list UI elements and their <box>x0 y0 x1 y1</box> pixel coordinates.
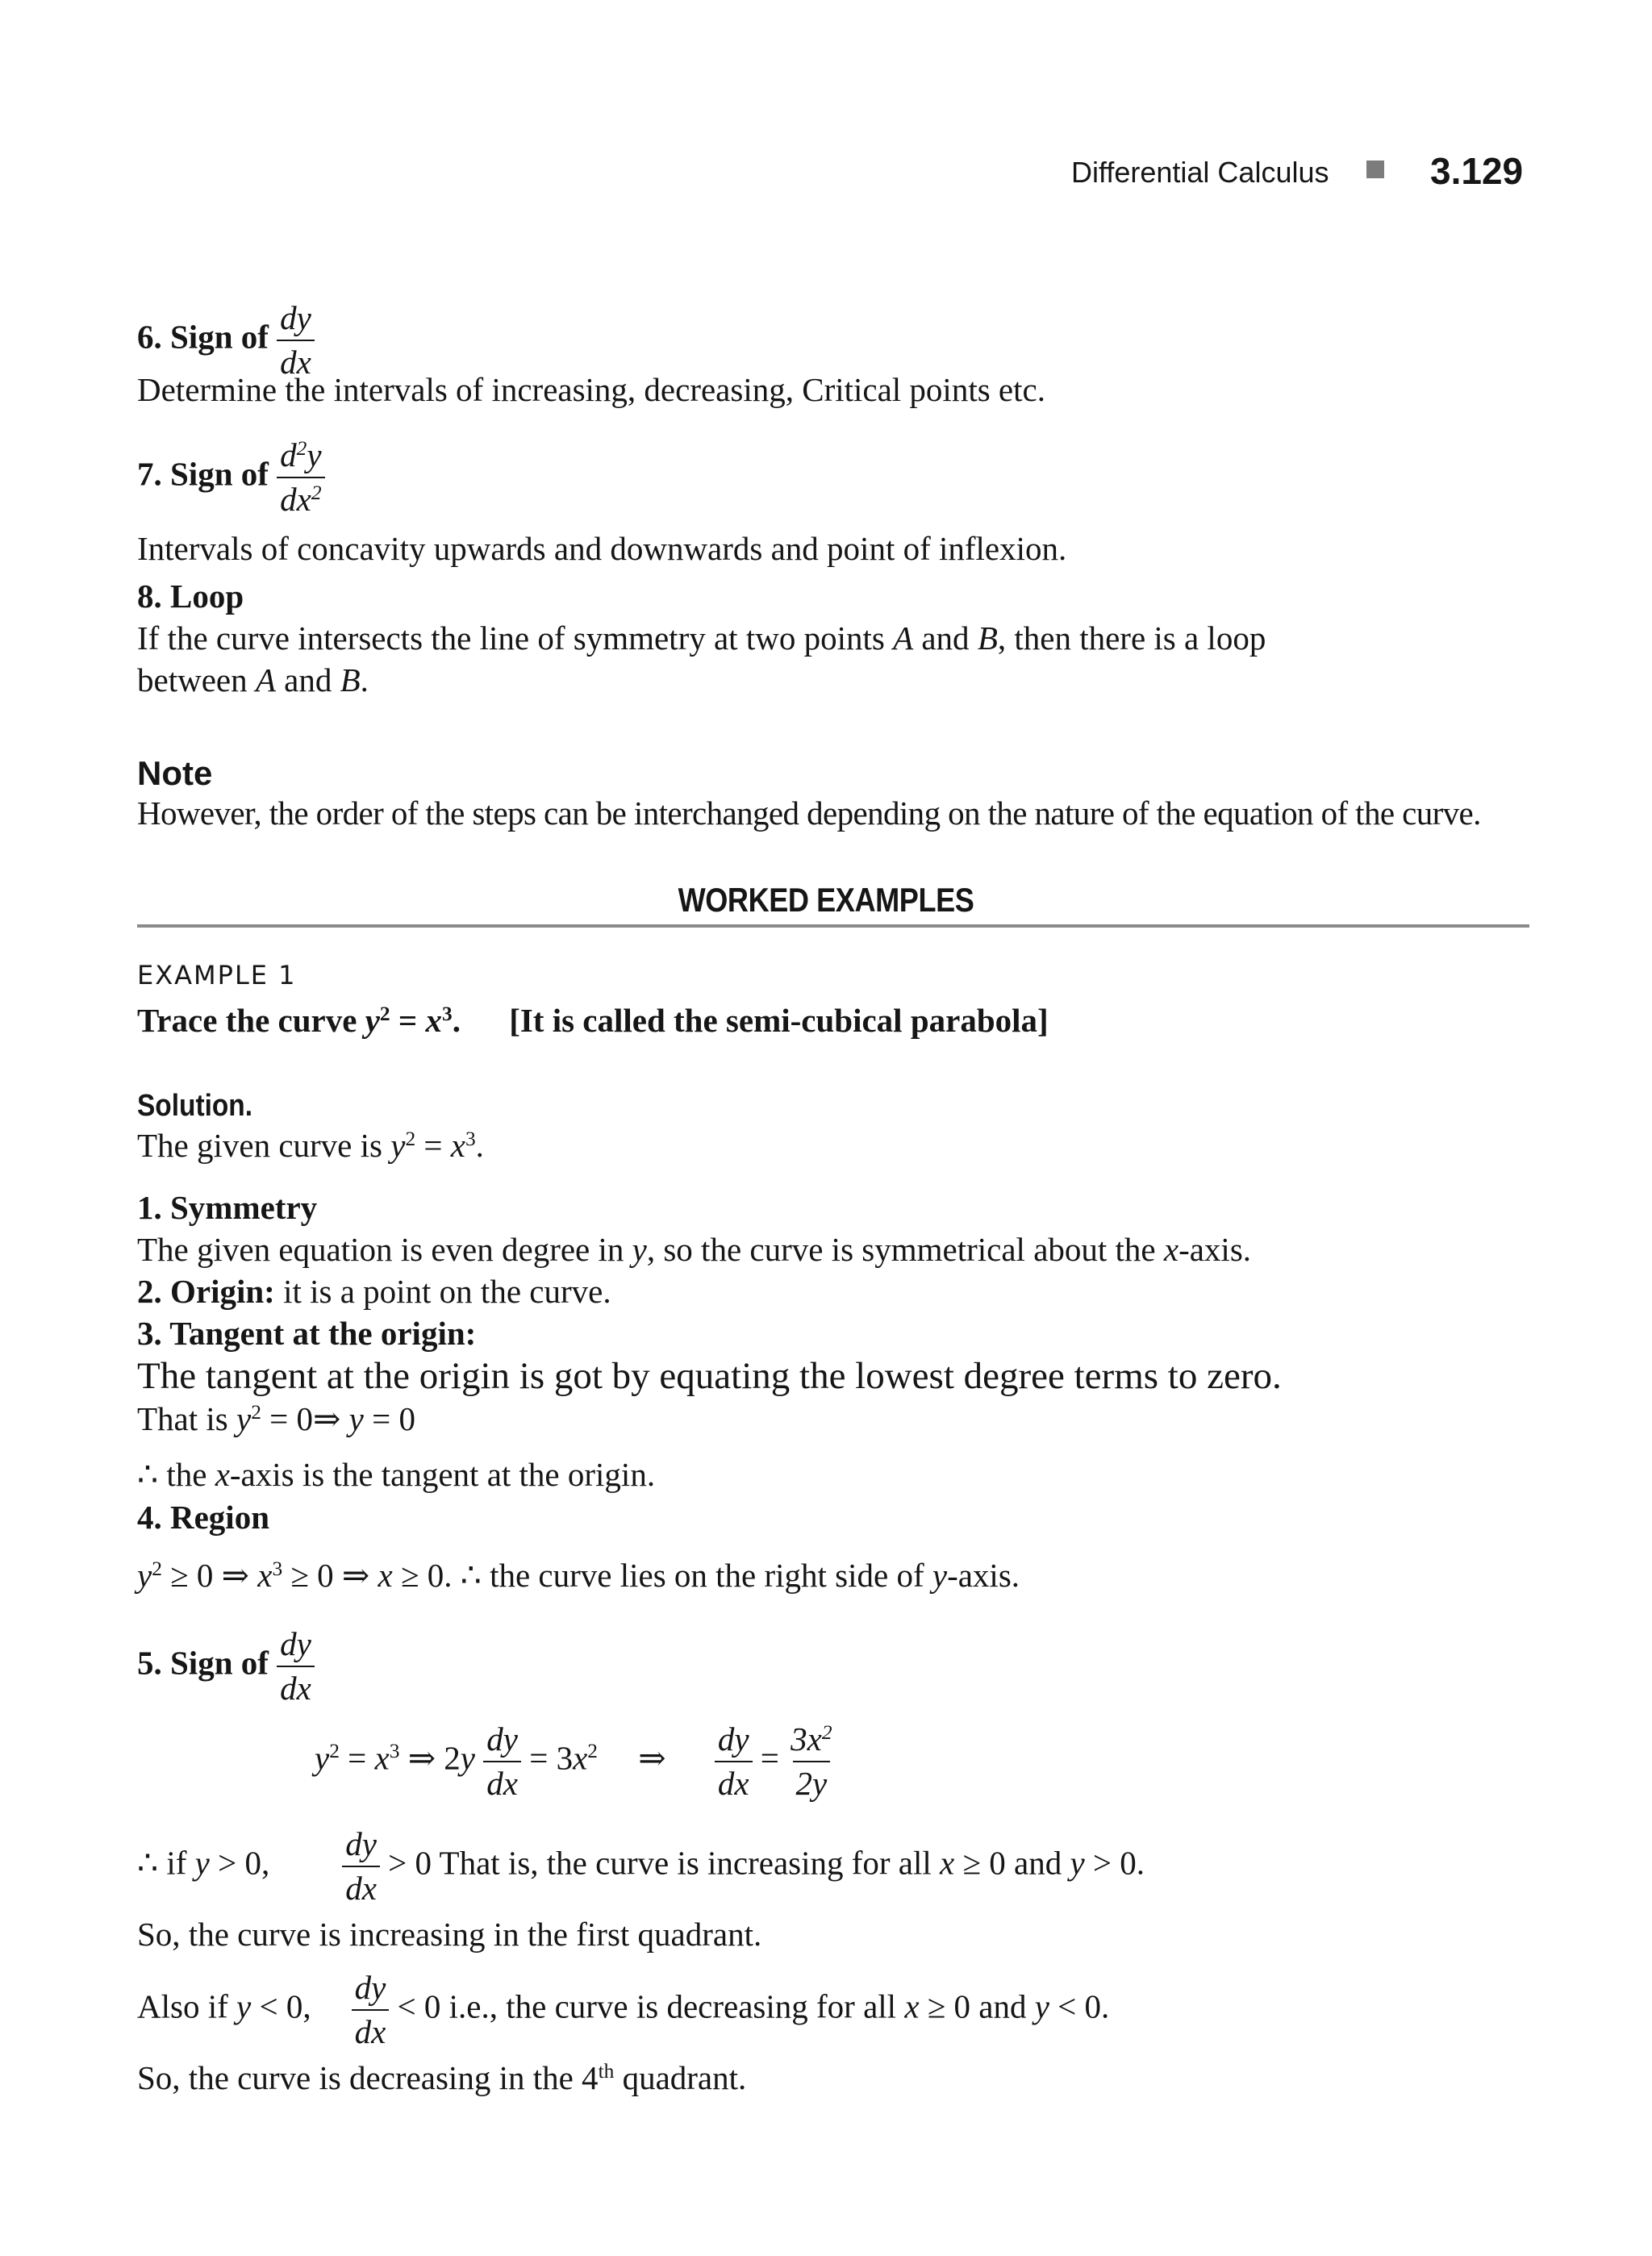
dy-dx-fraction <box>277 299 315 381</box>
region-text: $y^2 \ge 0$ ⇒ $x^3 \ge 0$ ⇒ x ≥ 0. ∴ the curve lies on the right side of y-axis. <box>137 1557 1020 1594</box>
fraction-denominator: dx <box>277 1666 315 1705</box>
example-label: EXAMPLE 1 <box>137 960 297 990</box>
step7-text: Intervals of concavity upwards and downwards and point of inflexion. <box>137 530 1067 567</box>
symmetry-heading: 1. Symmetry <box>137 1189 318 1226</box>
derivative-equation: $y^2 = x^3$ ⇒ 2y $\frac{dy}{dx}$ = $3x^2$ ⇒ $\frac{dy}{dx}$ = $\frac{3x^2}{2y}$ <box>315 1723 836 1800</box>
origin-line: 2. Origin: it is a point on the curve. <box>137 1273 611 1310</box>
decreasing-conclusion: So, the curve is decreasing in the 4th quadrant. <box>137 2059 747 2096</box>
step8-line2: between A and B. <box>137 661 369 698</box>
fraction-denominator: $dx^2$ <box>277 477 324 516</box>
tangent-text: The tangent at the origin is got by equating the lowest degree terms to zero. <box>137 1355 1282 1397</box>
d2y-dx2-fraction <box>277 436 324 518</box>
step7-label: 7. Sign of <box>137 455 269 493</box>
step5-label: 5. Sign of <box>137 1644 269 1682</box>
step8-line1: If the curve intersects the line of symmetry at two points A and B, then there is a loop <box>137 619 1266 657</box>
step6-heading <box>137 299 315 381</box>
square-bullet-icon <box>1366 161 1384 178</box>
page-number: 3.129 <box>1430 150 1524 192</box>
rhs-fraction: $\frac{3x^2}{2y}$ <box>791 1720 832 1802</box>
example-problem: Trace the curve $y^2 = x^3$. [It is called the semi-cubical parabola] <box>137 1002 1049 1039</box>
increasing-conclusion: So, the curve is increasing in the first quadrant. <box>137 1916 762 1953</box>
fraction-numerator: dy <box>280 1625 311 1662</box>
fraction-denominator: dx <box>277 340 315 379</box>
given-curve: The given curve is $y^2 = x^3$. <box>137 1127 484 1164</box>
note-heading: Note <box>137 754 213 792</box>
step6-label: 6. Sign of <box>137 318 269 356</box>
decreasing-line: Also if y < 0, $\frac{dy}{dx}$ < 0 i.e., the curve is decreasing for all x ≥ 0 and y < 0. <box>137 1969 1110 2050</box>
worked-examples-heading: WORKED EXAMPLES <box>678 881 974 919</box>
step8-heading: 8. Loop <box>137 578 244 615</box>
tangent-heading: 3. Tangent at the origin: <box>137 1315 477 1352</box>
step7-heading <box>137 436 325 518</box>
note-text: However, the order of the steps can be interchanged depending on the nature of the equation of the curve. <box>137 794 1481 832</box>
tangent-equation: That is $y^2$ = 0⇒ y = 0 <box>137 1400 415 1437</box>
increasing-line: ∴ if y > 0, $\frac{dy}{dx}$ > 0 That is, the curve is increasing for all x ≥ 0 and y > 0. <box>137 1825 1145 1907</box>
fraction-numerator: dy <box>280 299 311 336</box>
solution-heading: Solution. <box>137 1089 253 1123</box>
section-divider <box>137 924 1529 928</box>
dy-dx-fraction: $\frac{dy}{dx}$ <box>715 1723 753 1800</box>
region-heading: 4. Region <box>137 1499 269 1536</box>
dy-dx-fraction: $\frac{dy}{dx}$ <box>342 1828 380 1905</box>
step6-text: Determine the intervals of increasing, decreasing, Critical points etc. <box>137 371 1045 408</box>
dy-dx-fraction: $\frac{dy}{dx}$ <box>483 1723 521 1800</box>
symmetry-text: The given equation is even degree in y, so the curve is symmetrical about the x-axis. <box>137 1231 1252 1268</box>
dy-dx-fraction <box>277 1625 315 1707</box>
dy-dx-fraction: $\frac{dy}{dx}$ <box>352 1971 390 2049</box>
tangent-conclusion: ∴ the x-axis is the tangent at the origin. <box>137 1456 656 1493</box>
fraction-numerator: $d^2y$ <box>280 436 322 473</box>
step5-heading <box>137 1625 315 1707</box>
running-title: Differential Calculus <box>1071 156 1329 189</box>
